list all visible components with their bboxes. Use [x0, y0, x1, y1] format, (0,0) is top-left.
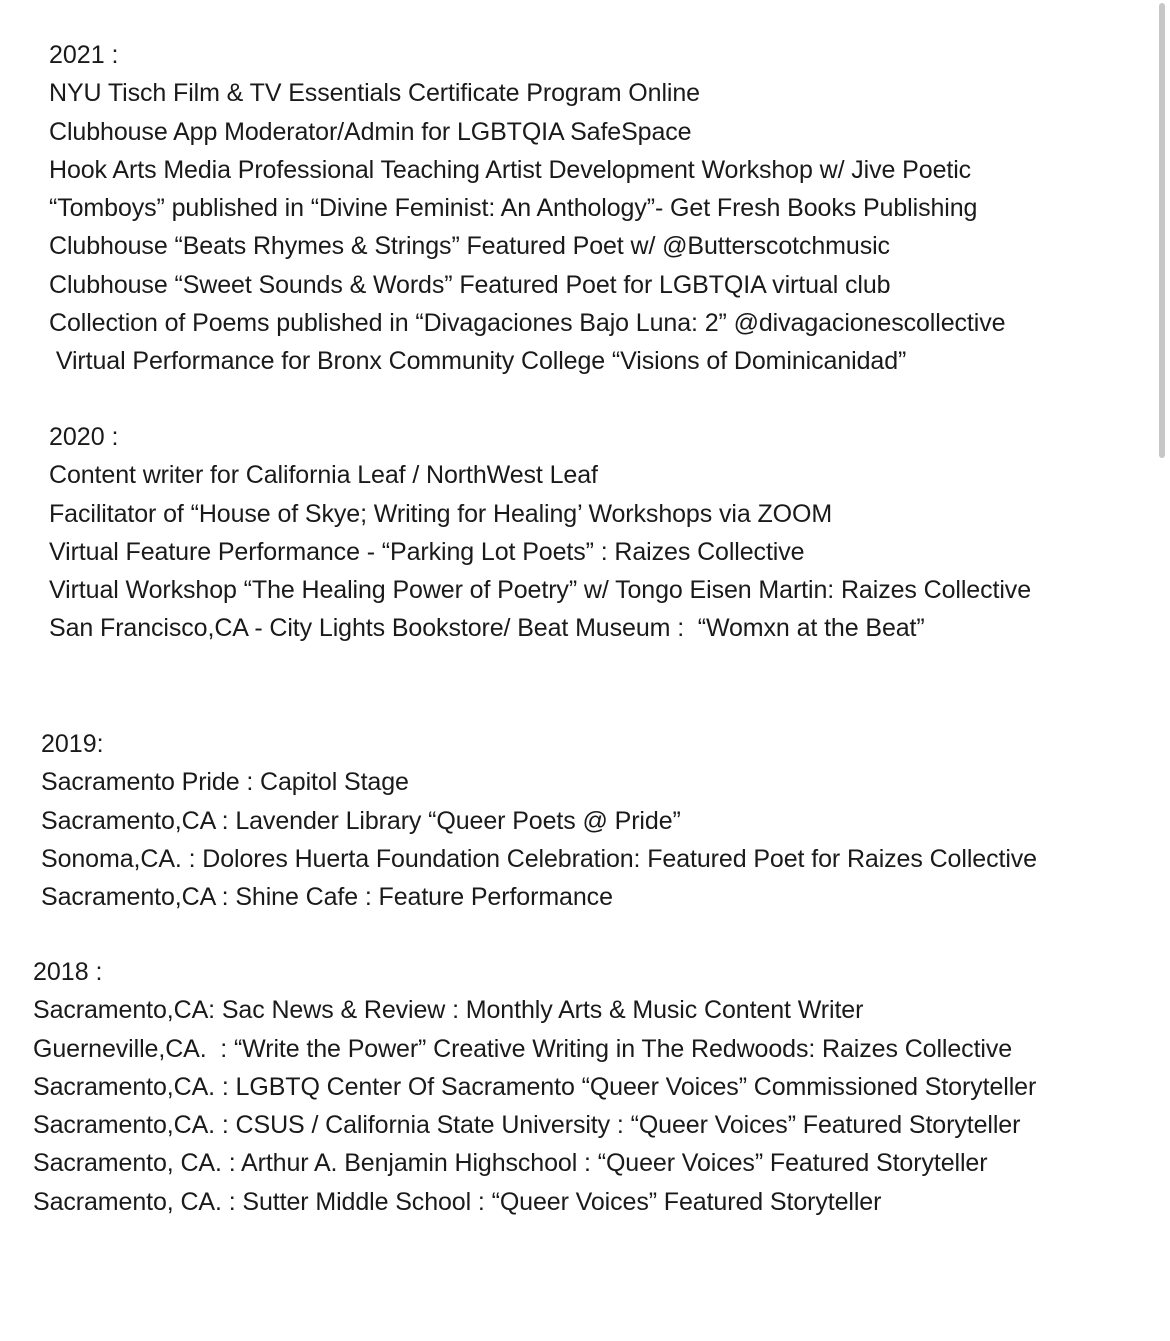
list-item: Sacramento, CA. : Arthur A. Benjamin Highschool : “Queer Voices” Featured Storyteller	[33, 1149, 988, 1178]
list-item: Sacramento,CA : Lavender Library “Queer Poets @ Pride”	[41, 806, 681, 835]
list-item: Sacramento,CA : Shine Cafe : Feature Performance	[41, 883, 613, 912]
section-year-heading: 2018 :	[33, 958, 103, 986]
list-item: Guerneville,CA. : “Write the Power” Creative Writing in The Redwoods: Raizes Collective	[33, 1034, 1013, 1063]
list-item: Sacramento,CA. : LGBTQ Center Of Sacramento “Queer Voices” Commissioned Storyteller	[33, 1072, 1037, 1101]
section-2018	[33, 953, 1036, 1221]
list-item: Virtual Performance for Bronx Community College “Visions of Dominicanidad”	[49, 347, 907, 376]
list-item: NYU Tisch Film & TV Essentials Certificate Program Online	[49, 79, 700, 108]
list-item: Sacramento,CA: Sac News & Review : Monthly Arts & Music Content Writer	[33, 996, 864, 1025]
list-item: Clubhouse App Moderator/Admin for LGBTQIA SafeSpace	[49, 117, 692, 146]
section-year-heading: 2020 :	[49, 423, 119, 451]
scrollbar[interactable]	[1156, 0, 1170, 1341]
list-item: Clubhouse “Beats Rhymes & Strings” Featured Poet w/ @Butterscotchmusic	[49, 232, 890, 261]
list-item: Collection of Poems published in “Divagaciones Bajo Luna: 2” @divagacionescollective	[49, 309, 1006, 338]
section-2020	[49, 418, 1031, 648]
list-item: Virtual Workshop “The Healing Power of Poetry” w/ Tongo Eisen Martin: Raizes Collective	[49, 576, 1032, 605]
list-item: Content writer for California Leaf / NorthWest Leaf	[49, 461, 598, 490]
scrollbar-thumb[interactable]	[1159, 3, 1165, 458]
list-item: San Francisco,CA - City Lights Bookstore/ Beat Museum : “Womxn at the Beat”	[49, 614, 925, 643]
list-item: Sacramento, CA. : Sutter Middle School : “Queer Voices” Featured Storyteller	[33, 1187, 882, 1216]
section-2019	[41, 725, 1037, 916]
list-item: Hook Arts Media Professional Teaching Artist Development Workshop w/ Jive Poetic	[49, 155, 972, 184]
list-item: Sonoma,CA. : Dolores Huerta Foundation Celebration: Featured Poet for Raizes Collective	[41, 844, 1037, 873]
section-2021	[49, 36, 1005, 381]
list-item: Facilitator of “House of Skye; Writing for Healing’ Workshops via ZOOM	[49, 499, 833, 528]
list-item: Clubhouse “Sweet Sounds & Words” Featured Poet for LGBTQIA virtual club	[49, 270, 891, 299]
list-item: Sacramento Pride : Capitol Stage	[41, 768, 409, 797]
list-item: “Tomboys” published in “Divine Feminist: An Anthology”- Get Fresh Books Publishing	[49, 194, 978, 223]
list-item: Sacramento,CA. : CSUS / California State University : “Queer Voices” Featured Storyteller	[33, 1111, 1021, 1140]
section-year-heading: 2021 :	[49, 41, 119, 69]
section-year-heading: 2019:	[41, 730, 104, 758]
list-item: Virtual Feature Performance - “Parking Lot Poets” : Raizes Collective	[49, 537, 805, 566]
